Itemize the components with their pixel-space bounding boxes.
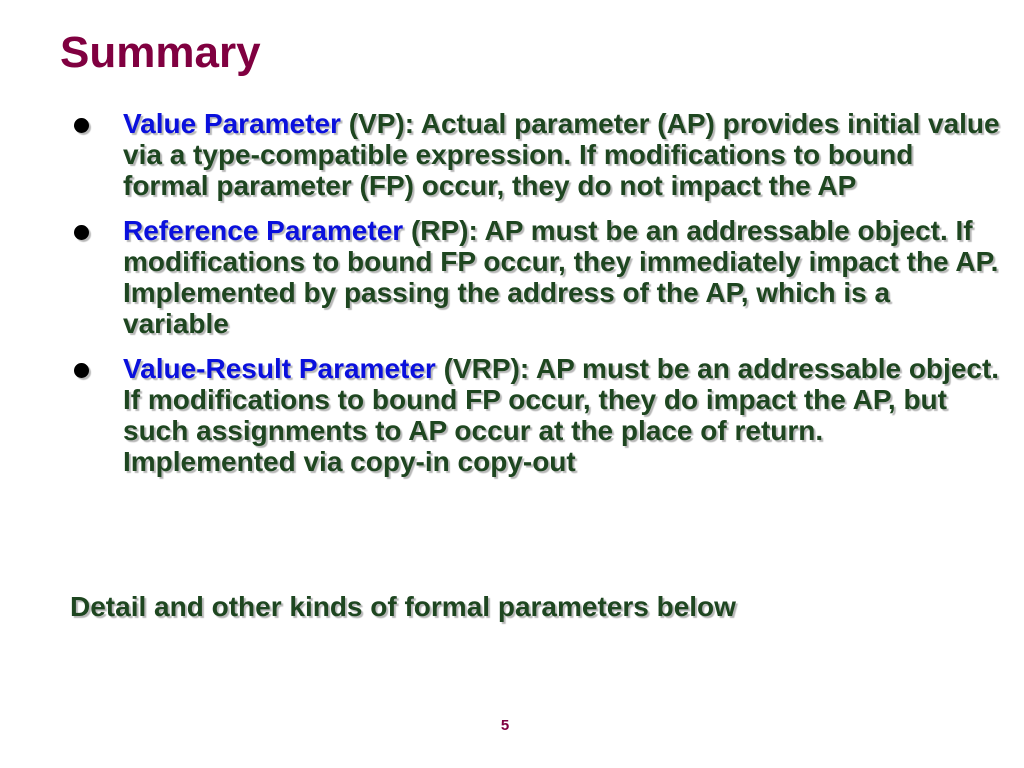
slide-title: Summary	[60, 28, 261, 77]
bullet-dot-icon	[74, 225, 89, 240]
bullet-list	[70, 108, 1000, 491]
bullet-text: (VP): Actual parameter (AP) provides initial value via a type-compatible expression. If modifications to bound formal parameter (FP) occur, they do not impact the AP	[123, 108, 1000, 201]
bullet-value-result-parameter	[70, 353, 1000, 477]
bullet-value-parameter	[70, 108, 1000, 201]
footer-text: Detail and other kinds of formal parameters below	[70, 591, 736, 622]
term-value-parameter: Value Parameter	[123, 108, 341, 139]
bullet-text: (VRP): AP must be an addressable object. If modifications to bound FP occur, they do impact the AP, but such assignments to AP occur at the place of return. Implemented via copy-in copy-out	[123, 353, 1000, 477]
bullet-dot-icon	[74, 118, 89, 133]
bullet-reference-parameter	[70, 215, 1000, 339]
bullet-dot-icon	[74, 363, 89, 378]
bullet-text: (RP): AP must be an addressable object. If modifications to bound FP occur, they immediately impact the AP. Implemented by passing the address of the AP, which is a variable	[123, 215, 999, 339]
term-value-result-parameter: Value-Result Parameter	[123, 353, 436, 384]
page-number: 5	[500, 717, 510, 734]
term-reference-parameter: Reference Parameter	[123, 215, 404, 246]
